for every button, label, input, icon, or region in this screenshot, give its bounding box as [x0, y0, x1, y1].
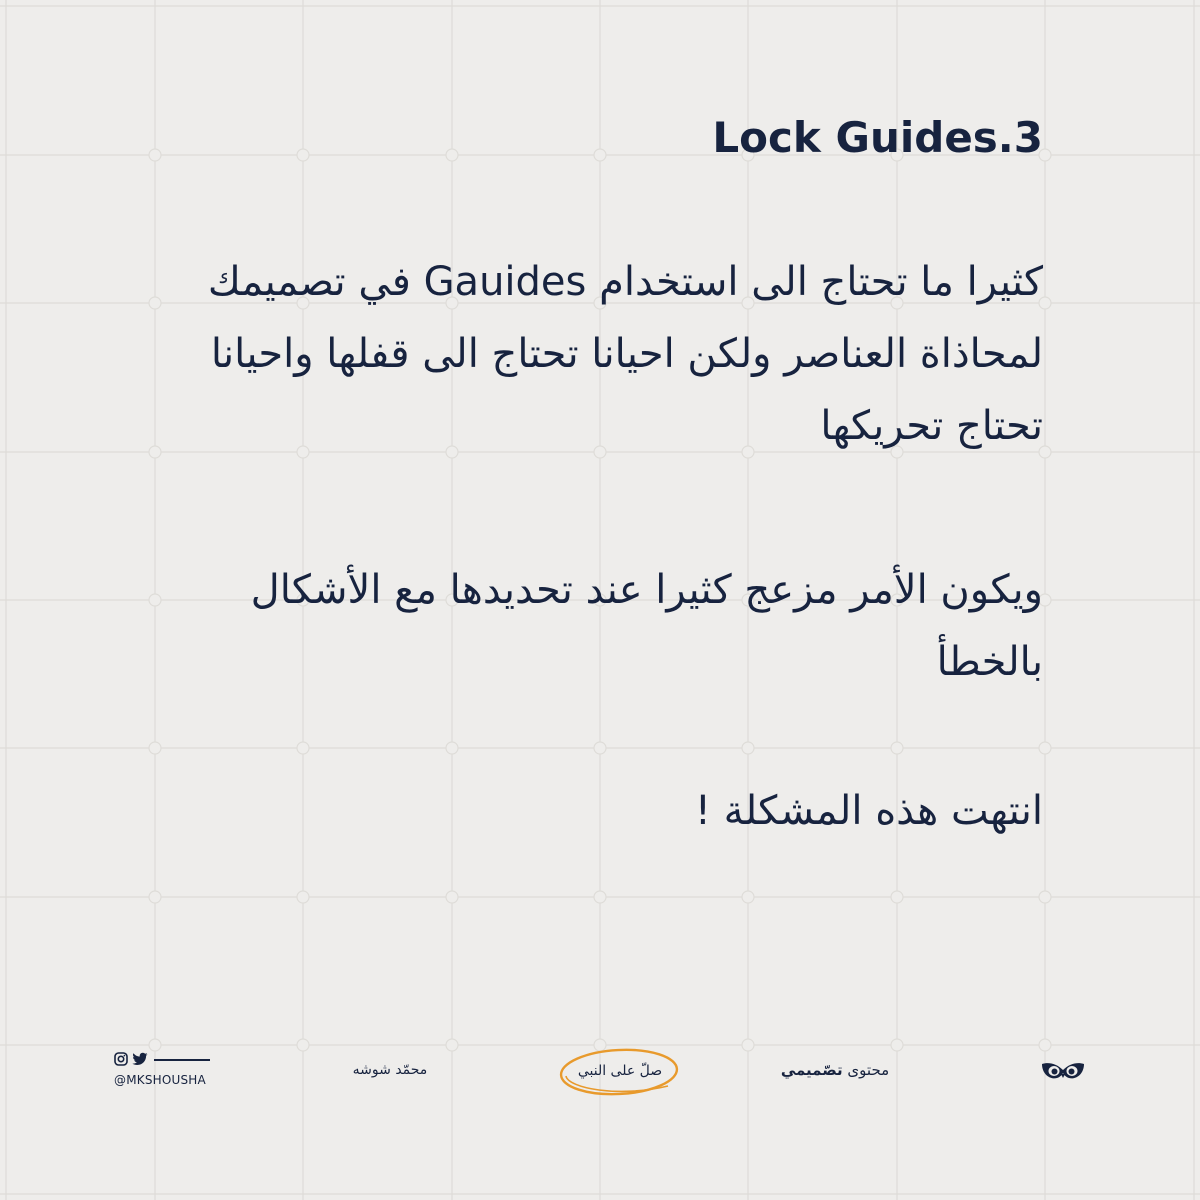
badge-text: صلّ على النبي [577, 1063, 663, 1079]
social-divider-line [154, 1059, 210, 1061]
salawat-badge [558, 1046, 682, 1098]
paragraph-guides-intro: كثيرا ما تحتاج الى استخدام Gauides في تصميمك لمحاذاة العناصر ولكن احيانا تحتاج الى قفلها واحيانا تحتاج تحريكها [207, 259, 1043, 449]
twitter-icon[interactable] [132, 1051, 148, 1070]
slide-title: Lock Guides.3 [712, 113, 1043, 162]
brand-prefix: محتوى [842, 1061, 890, 1079]
paragraph-selection-problem: ويكون الأمر مزعج كثيرا عند تحديدها مع الأشكال بالخطأ [250, 567, 1043, 685]
brand-label [760, 1058, 910, 1082]
social-handle[interactable]: @MKSHOUSHA [114, 1073, 206, 1087]
social-icons [114, 1052, 224, 1068]
social-block [114, 1052, 224, 1088]
author-name: محمّد شوشه [352, 1062, 428, 1078]
instagram-icon[interactable] [114, 1051, 128, 1070]
brand-name: تصّميمي [780, 1061, 843, 1079]
owl-logo-icon [1040, 1058, 1086, 1084]
paragraph-solved: انتهت هذه المشكلة ! [694, 788, 1043, 834]
